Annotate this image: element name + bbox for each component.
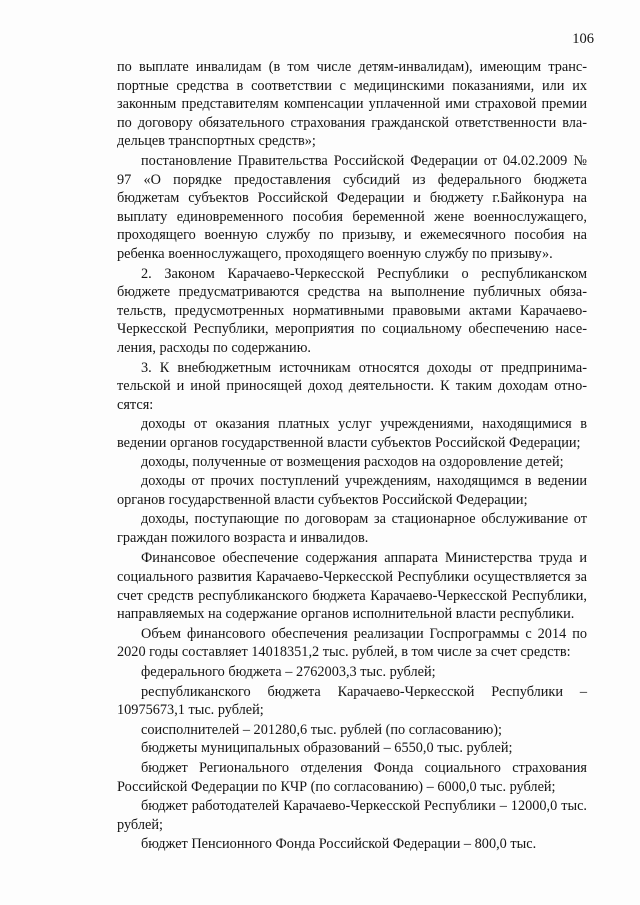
paragraph: постановление Правительства Российской Федерации от 04.02.2009 № 97 «О порядке предоставления субсидий из федерального бюджета бюджетам субъектов Российской Федерации и бюджету г.Байконура на выплату единовременного пособия беременной жене военнослужащего, проходящего военную службу по призыву, и ежемесячного пособия на ребенка военнослужащего, проходящего военную службу по призыву». bbox=[117, 152, 587, 262]
paragraph: бюджет Регионального отделения Фонда социального страхования Российской Федерации по КЧР (по согласованию) – 6000,0 тыс. рублей; bbox=[117, 759, 587, 795]
paragraph: доходы от прочих поступлений учреждениям, находящимся в ведении органов государственной власти субъектов Российской Федерации; bbox=[117, 473, 587, 508]
paragraph: 2. Законом Карачаево-Черкесской Республики о республиканском бюджете предусматриваются средства на выполнение публичных обязательств, предусмотренных нормативными правовыми актами Карачаево-Черкесской Республики, мероприятия по социальному обеспечению населения, расходы по содержанию. bbox=[117, 265, 587, 356]
paragraph: бюджеты муниципальных образований – 6550,0 тыс. рублей; bbox=[141, 740, 513, 757]
paragraph: соисполнителей – 201280,6 тыс. рублей (по согласованию); bbox=[141, 721, 503, 738]
paragraph: доходы, полученные от возмещения расходов на оздоровление детей; bbox=[141, 454, 564, 471]
page-number: 106 bbox=[572, 31, 594, 47]
paragraph: по выплате инвалидам (в том числе детям-инвалидам), имеющим транспортные средства в соответствии с медицинскими показаниями, или их законным представителям компенсации уплаченной ими страховой премии по договору обязательного страхования гражданской ответственности владельцев транспортных средств»; bbox=[117, 59, 587, 150]
paragraph: Финансовое обеспечение содержания аппарата Министерства труда и социального развития Карачаево-Черкесской Республики осуществляется за счет средств республиканского бюджета Карачаево-Черкесской Республики, направляемых на содержание органов исполнительной власти республики. bbox=[117, 550, 587, 623]
paragraph: 3. К внебюджетным источникам относятся доходы от предпринимательской и иной приносящей доход деятельности. К таким доходам относятся: bbox=[117, 359, 587, 413]
paragraph: бюджет Пенсионного Фонда Российской Федерации – 800,0 тыс. bbox=[141, 836, 537, 853]
paragraph: Объем финансового обеспечения реализации Госпрограммы с 2014 по 2020 годы составляет 14018351,2 тыс. рублей, в том числе за счет средств: bbox=[117, 625, 587, 661]
paragraph: доходы, поступающие по договорам за стационарное обслуживание от граждан пожилого возраста и инвалидов. bbox=[117, 511, 587, 546]
document-body bbox=[117, 58, 587, 854]
paragraph: федерального бюджета – 2762003,3 тыс. рублей; bbox=[141, 664, 436, 680]
paragraph: республиканского бюджета Карачаево-Черкесской Республики – 10975673,1 тыс. рублей; bbox=[117, 683, 587, 719]
paragraph: доходы от оказания платных услуг учреждениями, находящимися в ведении органов государственной власти субъектов Российской Федерации; bbox=[117, 416, 587, 451]
paragraph: бюджет работодателей Карачаево-Черкесской Республики – 12000,0 тыс. рублей; bbox=[117, 798, 587, 833]
